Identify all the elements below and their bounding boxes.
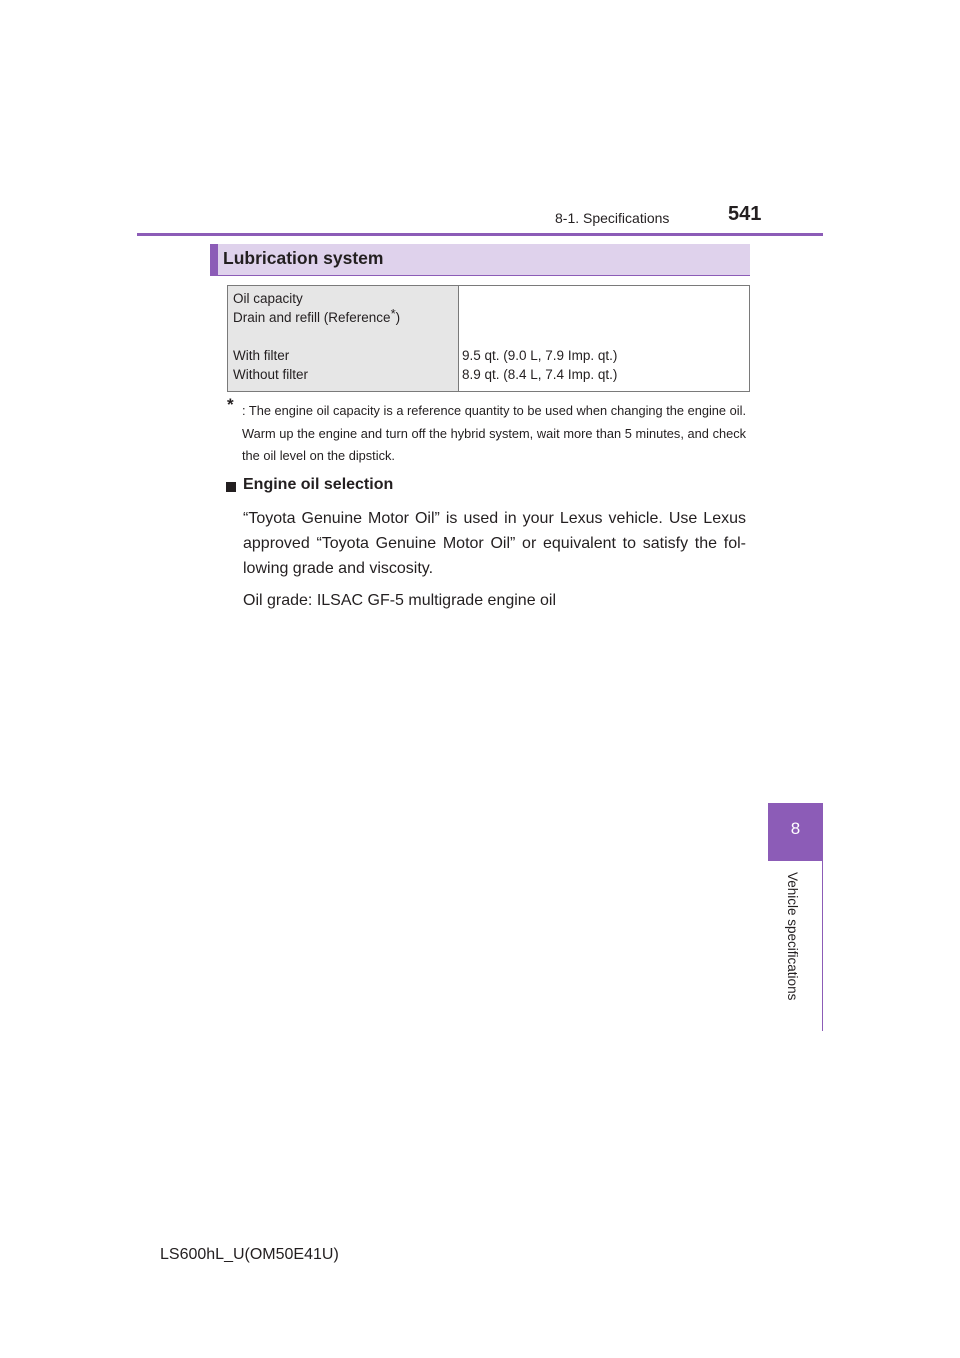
footnote-text: : The engine oil capacity is a reference quantity to be used when changing the engine oil. Warm up the engine and turn off the hybrid system, wait more than 5 minutes, and check the oil level on the dipstick. (242, 403, 746, 463)
section-title: Lubrication system (223, 248, 384, 268)
chapter-tab (768, 803, 823, 861)
page-number: 541 (728, 203, 762, 225)
footnote-asterisk: * (390, 306, 396, 321)
drain-refill-close: ) (395, 310, 401, 325)
running-header-section: 8-1. Specifications (555, 210, 670, 226)
model-code: LS600hL_U(OM50E41U) (160, 1246, 339, 1263)
subsection-heading: Engine oil selection (243, 476, 394, 493)
banner-accent-bar (210, 244, 218, 275)
chapter-number: 8 (790, 819, 801, 838)
side-rule (822, 861, 823, 1031)
drain-refill-label (233, 308, 400, 328)
chapter-label: Vehicle specifications (785, 872, 800, 1001)
drain-refill-text: Drain and refill (Reference (233, 310, 391, 325)
section-banner (210, 244, 750, 276)
with-filter-label: With filter (233, 348, 290, 363)
with-filter-value: 9.5 qt. (9.0 L, 7.9 Imp. qt.) (462, 348, 618, 363)
oil-grade-line: Oil grade: ILSAC GF-5 multigrade engine oil (243, 592, 557, 609)
oil-capacity-table (227, 285, 750, 392)
without-filter-value: 8.9 qt. (8.4 L, 7.4 Imp. qt.) (462, 367, 618, 382)
header-rule (137, 233, 823, 236)
without-filter-label: Without filter (233, 367, 309, 382)
footnote-mark: * (227, 395, 234, 414)
oil-capacity-label: Oil capacity (233, 291, 303, 306)
engine-oil-paragraph: “Toyota Genuine Motor Oil” is used in your Lexus vehicle. Use Lexus approved “Toyota Genuine Motor Oil” or equivalent to satisfy the fol-lowing grade and viscosity. (243, 510, 746, 577)
bullet-square-icon (226, 482, 236, 492)
